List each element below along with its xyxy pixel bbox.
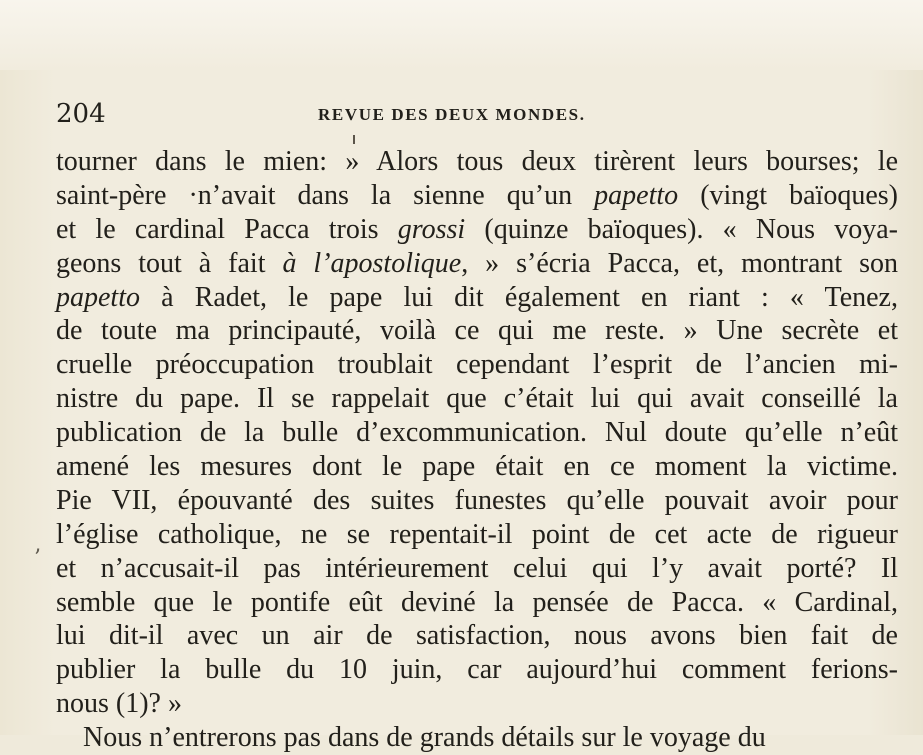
running-title: REVUE DES DEUX MONDES. bbox=[318, 105, 586, 124]
text-line bbox=[56, 619, 898, 653]
text-run: et le cardinal Pacca trois bbox=[56, 213, 398, 245]
text-line bbox=[56, 348, 898, 382]
italic-run: papetto bbox=[56, 281, 140, 313]
text-run: Nous n’entrerons pas dans de grands détails sur le voyage du bbox=[83, 722, 766, 754]
text-run: (quinze baïoques). « Nous voya- bbox=[465, 213, 898, 245]
text-line bbox=[56, 179, 898, 213]
text-run: , » s’écria Pacca, et, montrant son bbox=[461, 247, 899, 279]
page-header bbox=[56, 97, 906, 131]
italic-run: papetto bbox=[594, 179, 679, 211]
text-line bbox=[56, 450, 898, 484]
text-line bbox=[56, 552, 898, 586]
italic-run: à l’apostolique bbox=[282, 247, 462, 279]
print-mark bbox=[353, 135, 355, 144]
text-run: tourner dans le mien: » Alors tous deux tirèrent leurs bourses; le bbox=[56, 146, 898, 177]
text-line bbox=[56, 281, 898, 315]
text-run: amené les mesures dont le pape était en ce moment la victime. bbox=[56, 451, 898, 483]
text-line bbox=[56, 721, 898, 755]
italic-run: grossi bbox=[397, 213, 466, 245]
text-run: de toute ma principauté, voilà ce qui me reste. » Une secrète et bbox=[56, 315, 898, 347]
text-run: geons tout à fait bbox=[56, 247, 283, 279]
text-run: nistre du pape. Il se rappelait que c’était lui qui avait conseillé la bbox=[56, 383, 898, 415]
text-line bbox=[56, 314, 898, 348]
text-run: nous (1)? » bbox=[56, 688, 182, 720]
text-run: publier la bulle du 10 juin, car aujourd’hui comment ferions- bbox=[56, 654, 898, 686]
text-line bbox=[56, 484, 898, 518]
text-run: saint-père ·n’avait dans la sienne qu’un bbox=[56, 179, 595, 211]
text-run: publication de la bulle d’excommunication. Nul doute qu’elle n’eût bbox=[56, 417, 898, 449]
text-line bbox=[56, 213, 898, 247]
text-line bbox=[56, 687, 898, 721]
text-run: à Radet, le pape lui dit également en riant : « Tenez, bbox=[140, 281, 898, 313]
text-line bbox=[56, 518, 898, 552]
margin-quote-mark: ’ bbox=[34, 546, 41, 571]
text-line bbox=[56, 416, 898, 450]
text-line bbox=[56, 586, 898, 620]
text-run: Pie VII, épouvanté des suites funestes qu’elle pouvait avoir pour bbox=[56, 484, 898, 516]
text-run: lui dit-il avec un air de satisfaction, nous avons bien fait de bbox=[56, 620, 898, 652]
text-run: (vingt baïoques) bbox=[678, 179, 898, 211]
page-number: 204 bbox=[56, 99, 106, 129]
text-run: l’église catholique, ne se repentait-il point de cet acte de rigueur bbox=[56, 518, 898, 550]
text-run: semble que le pontife eût deviné la pensée de Pacca. « Cardinal, bbox=[56, 586, 898, 618]
text-line bbox=[56, 145, 898, 179]
body-text bbox=[56, 145, 898, 755]
text-line bbox=[56, 247, 898, 281]
page-top-margin bbox=[0, 0, 923, 70]
text-run: et n’accusait-il pas intérieurement celui qui l’y avait porté? Il bbox=[56, 552, 898, 584]
text-line bbox=[56, 653, 898, 687]
text-run: cruelle préoccupation troublait cependant l’esprit de l’ancien mi- bbox=[56, 349, 898, 381]
text-line bbox=[56, 382, 898, 416]
